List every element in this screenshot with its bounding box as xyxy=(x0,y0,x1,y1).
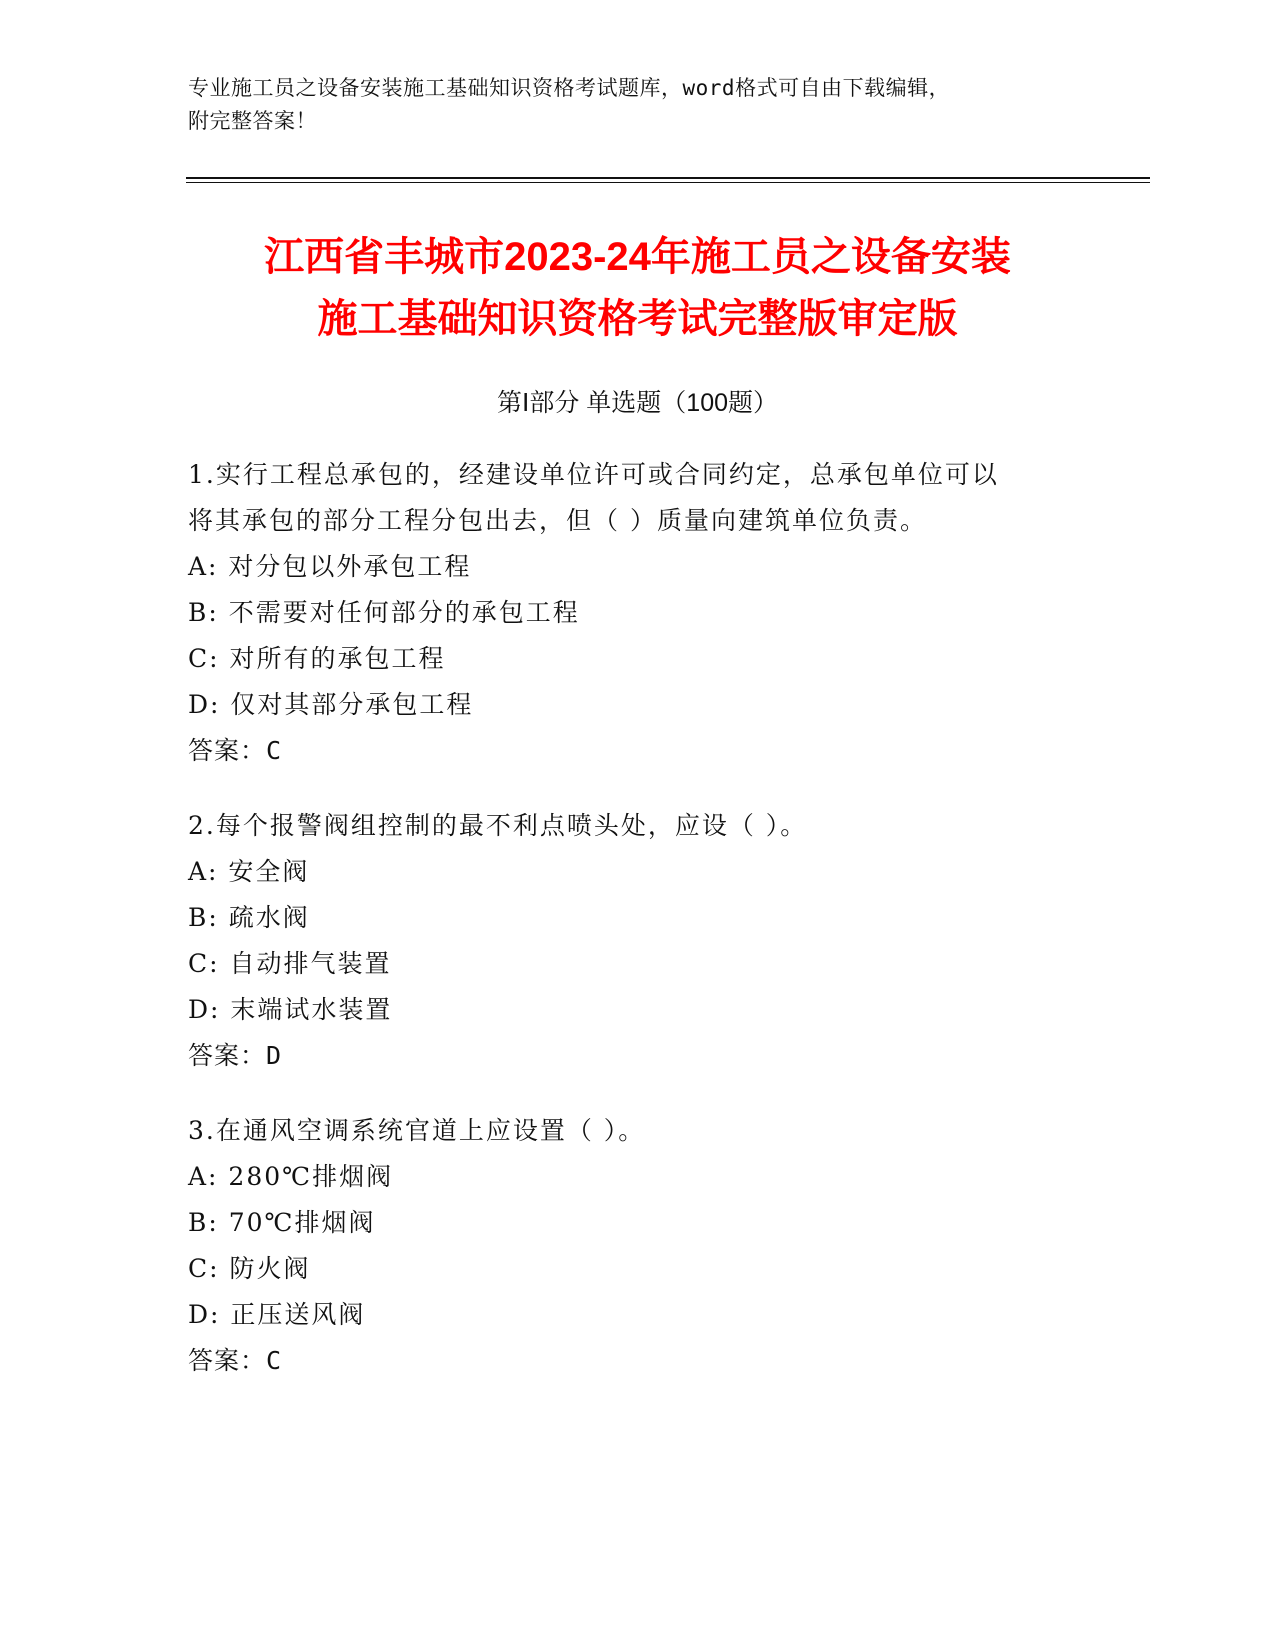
answer-line xyxy=(188,1033,1088,1079)
answer-value: C xyxy=(266,1346,283,1375)
answer-line xyxy=(188,728,1088,774)
answer-line xyxy=(188,1338,1088,1384)
document-title xyxy=(150,226,1125,350)
question-2 xyxy=(188,803,1088,1079)
option-a: A: 安全阀 xyxy=(188,857,310,886)
answer-label: 答案： xyxy=(188,737,267,765)
option-b: B: 不需要对任何部分的承包工程 xyxy=(188,598,580,627)
answer-label: 答案： xyxy=(188,1347,267,1375)
option-c: C: 自动排气装置 xyxy=(188,949,392,978)
option-a: A: 对分包以外承包工程 xyxy=(188,552,472,581)
header-divider-thin xyxy=(186,182,1150,183)
section-title: 第Ⅰ部分 单选题（100题） xyxy=(496,389,779,417)
option-d: D: 末端试水装置 xyxy=(188,995,393,1024)
answer-value: C xyxy=(266,736,283,765)
header-note-line-2: 附完整答案！ xyxy=(188,109,317,133)
document-title-line-1: 江西省丰城市2023-24年施工员之设备安装 xyxy=(264,235,1011,279)
option-b: B: 疏水阀 xyxy=(188,903,310,932)
question-stem-line: 1.实行工程总承包的，经建设单位许可或合同约定，总承包单位可以 xyxy=(188,460,999,489)
question-stem-line: 将其承包的部分工程分包出去，但（ ）质量向建筑单位负责。 xyxy=(188,506,927,535)
question-stem-line: 2.每个报警阀组控制的最不利点喷头处，应设（ ）。 xyxy=(188,811,808,840)
option-c: C: 防火阀 xyxy=(188,1254,311,1283)
header-note-line-1: 专业施工员之设备安装施工基础知识资格考试题库，word格式可自由下载编辑， xyxy=(188,76,951,100)
header-note xyxy=(188,72,1088,138)
answer-label: 答案： xyxy=(188,1042,267,1070)
answer-value: D xyxy=(266,1041,283,1070)
header-divider-thick xyxy=(186,177,1150,179)
document-title-line-2: 施工基础知识资格考试完整版审定版 xyxy=(317,297,958,341)
question-stem-line: 3.在通风空调系统官道上应设置（ ）。 xyxy=(188,1116,646,1145)
option-b: B: 70℃排烟阀 xyxy=(188,1208,376,1237)
question-1 xyxy=(188,452,1088,774)
option-c: C: 对所有的承包工程 xyxy=(188,644,446,673)
option-d: D: 仅对其部分承包工程 xyxy=(188,690,474,719)
option-a: A: 280℃排烟阀 xyxy=(188,1162,394,1191)
option-d: D: 正压送风阀 xyxy=(188,1300,366,1329)
question-3 xyxy=(188,1108,1088,1384)
